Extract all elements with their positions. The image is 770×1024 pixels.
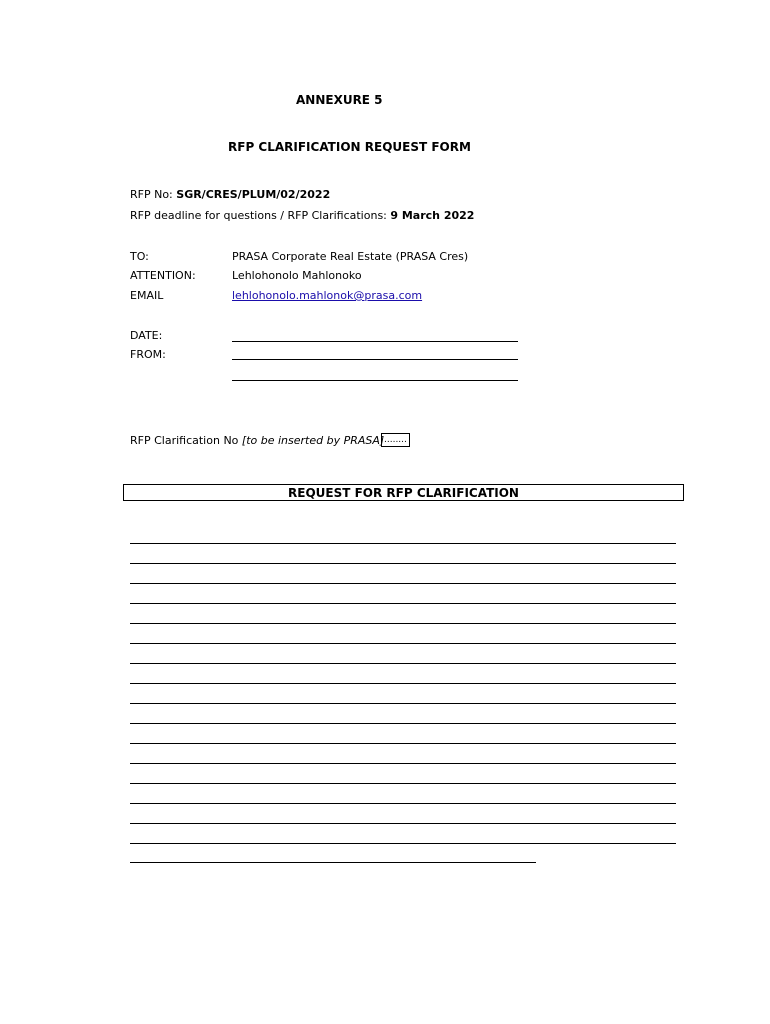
clarification-number-line [130,434,384,447]
rfp-number-line [130,188,330,201]
request-line[interactable] [130,583,676,584]
request-line[interactable] [130,563,676,564]
request-line[interactable] [130,663,676,664]
request-line[interactable] [130,843,676,844]
rfp-deadline-line [130,209,474,222]
request-line[interactable] [130,643,676,644]
request-line[interactable] [130,763,676,764]
request-line[interactable] [130,603,676,604]
to-label: TO: [130,250,149,263]
from-field[interactable] [232,359,518,360]
to-value: PRASA Corporate Real Estate (PRASA Cres) [232,250,469,263]
request-line[interactable] [130,543,676,544]
email-link[interactable]: lehlohonolo.mahlonok@prasa.com [232,289,423,302]
annexure-heading: ANNEXURE 5 [296,93,383,107]
clarification-number-box[interactable]: ........ [381,433,410,447]
clarification-number-note: [to be inserted by PRASA] [241,434,385,447]
request-line[interactable] [130,743,676,744]
request-line[interactable] [130,803,676,804]
request-line[interactable] [130,703,676,704]
rfp-deadline-label: RFP deadline for questions / RFP Clarifications: [130,209,391,222]
request-heading: REQUEST FOR RFP CLARIFICATION [288,486,519,500]
request-line[interactable] [130,683,676,684]
request-line[interactable] [130,623,676,624]
from-field-line-2[interactable] [232,380,518,381]
attention-label: ATTENTION: [130,269,196,282]
request-heading-box [123,484,684,501]
email-label: EMAIL [130,289,164,302]
rfp-deadline-value: 9 March 2022 [390,209,475,222]
from-label: FROM: [130,348,166,361]
form-title: RFP CLARIFICATION REQUEST FORM [228,140,471,154]
request-line[interactable] [130,823,676,824]
date-label: DATE: [130,329,163,342]
request-line-last[interactable] [130,862,536,863]
rfp-number-label: RFP No: [130,188,177,201]
attention-value: Lehlohonolo Mahlonoko [232,269,362,282]
clarification-number-label: RFP Clarification No [130,434,242,447]
request-line[interactable] [130,783,676,784]
date-field[interactable] [232,341,518,342]
rfp-number-value: SGR/CRES/PLUM/02/2022 [176,188,331,201]
request-line[interactable] [130,723,676,724]
